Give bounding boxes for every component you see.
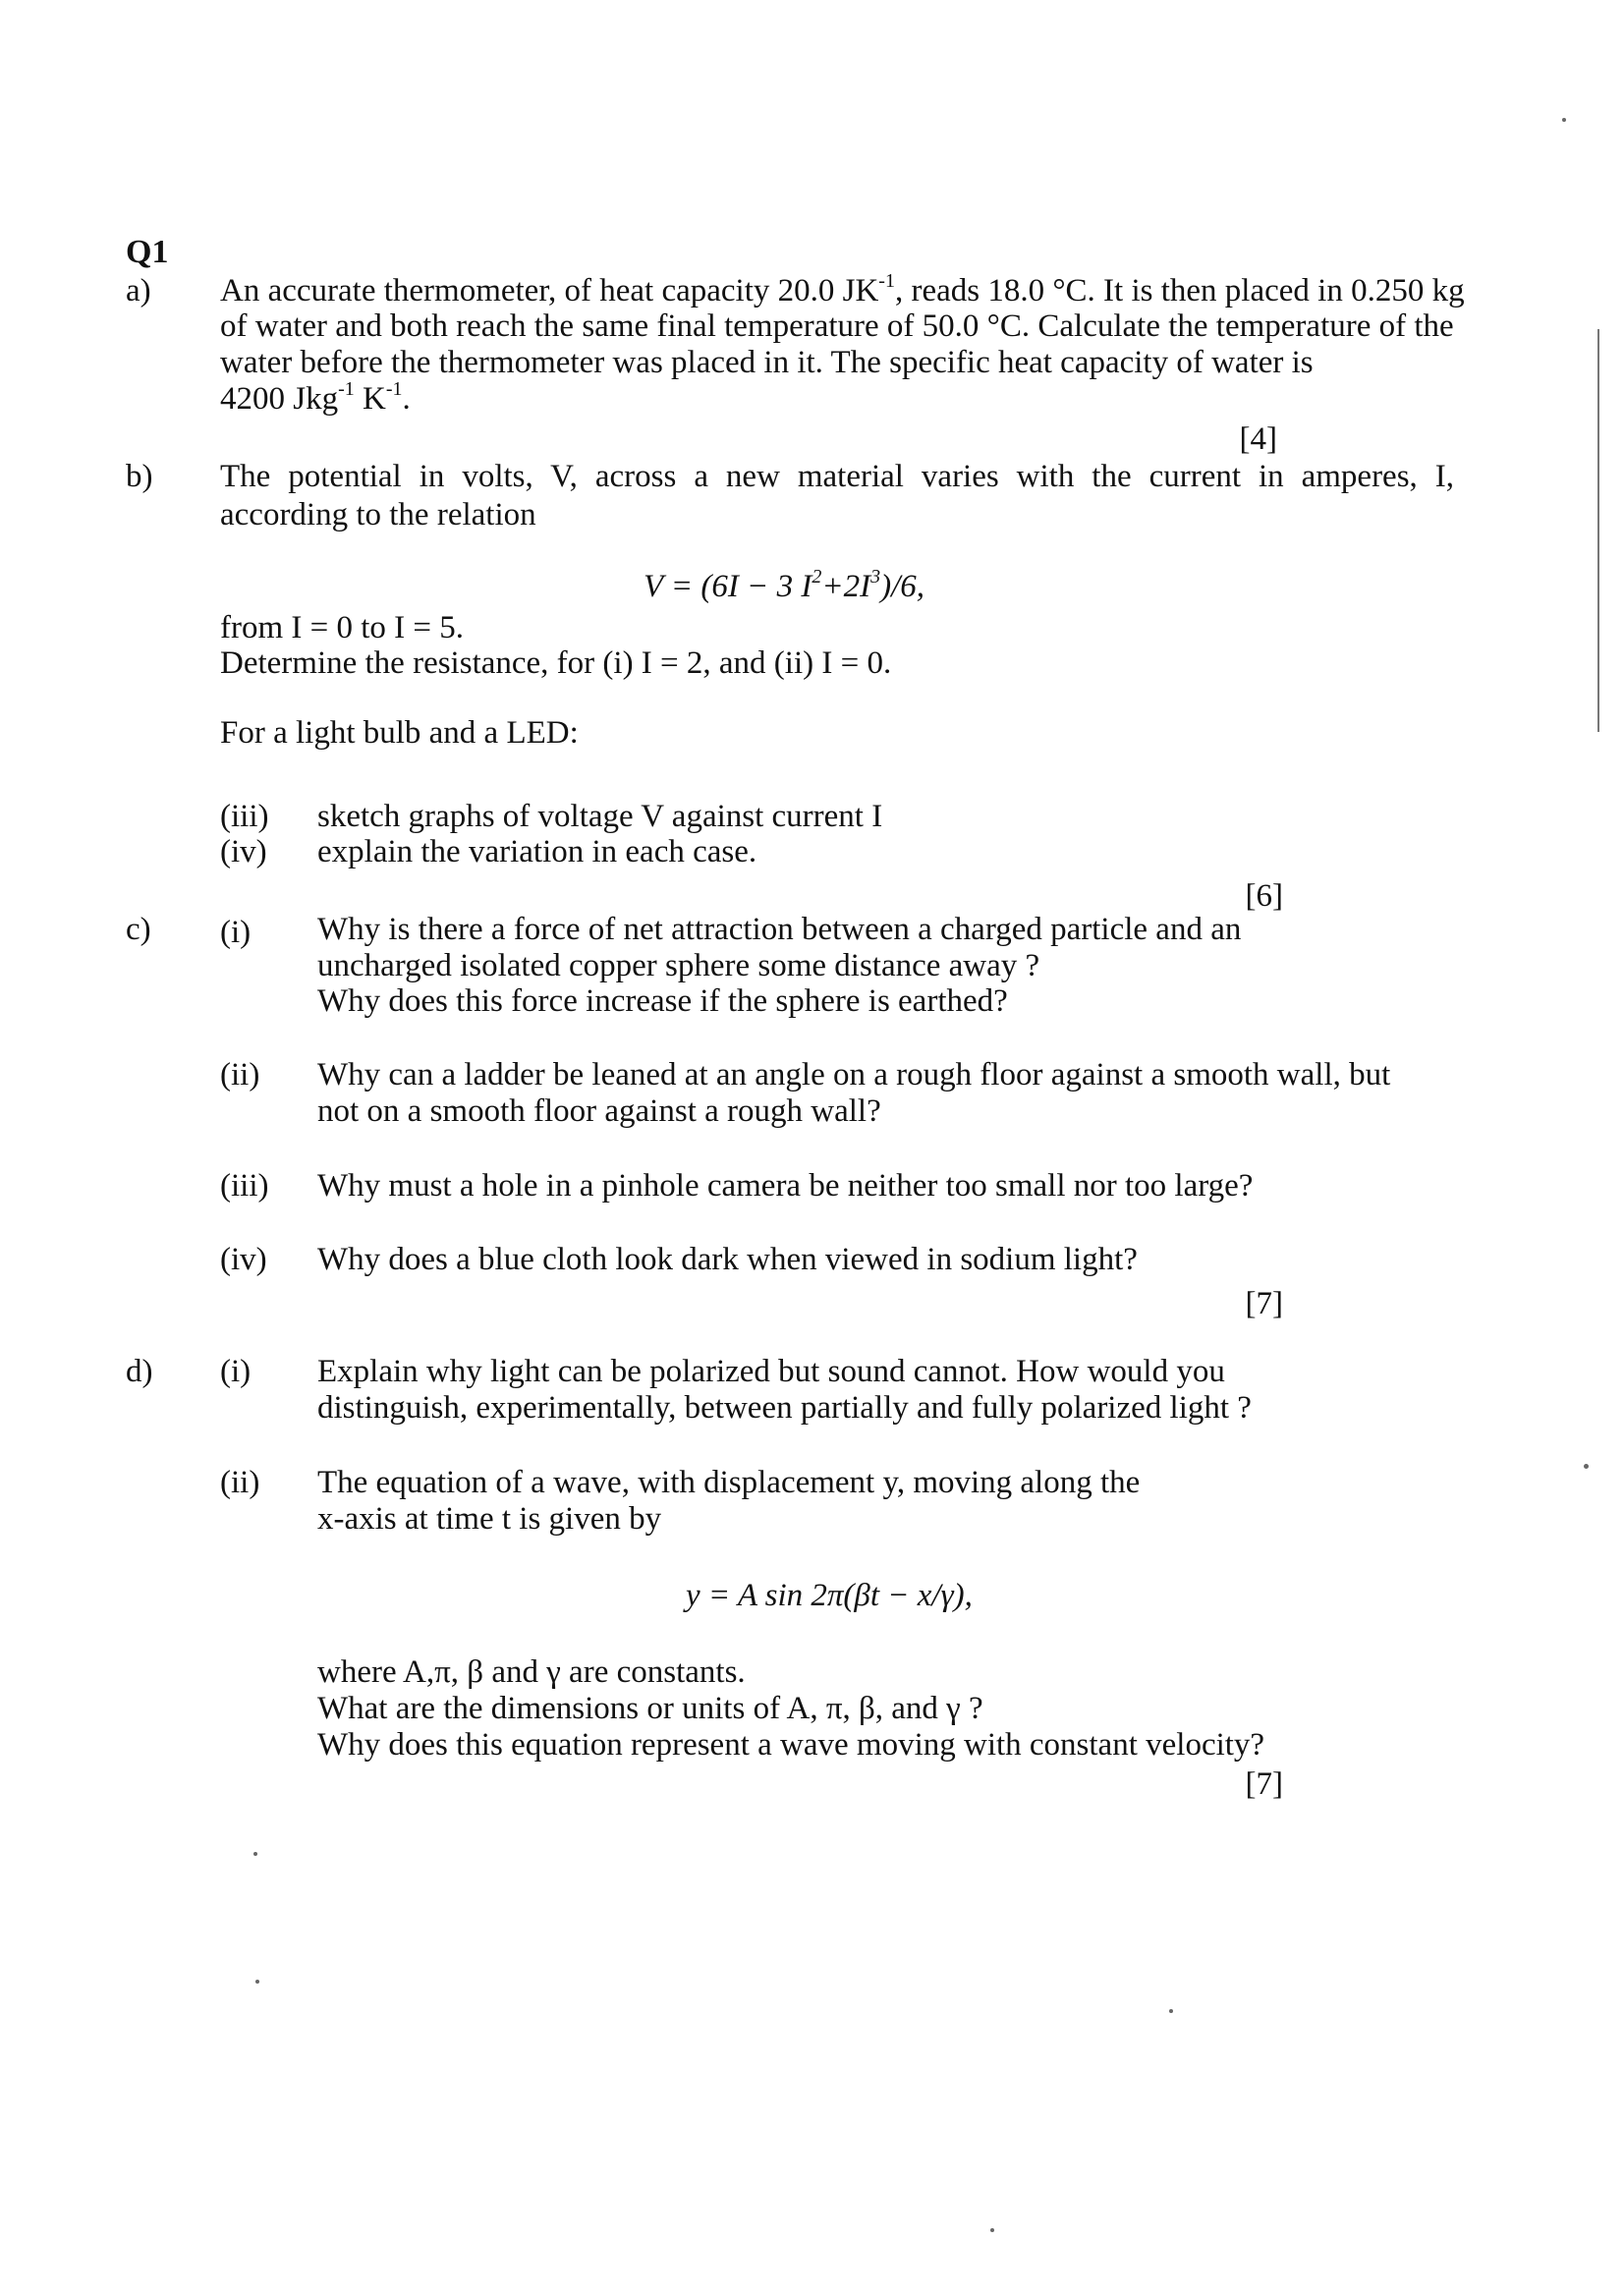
part-c-ii-line-2: not on a smooth floor against a rough wall?	[317, 1093, 881, 1129]
part-c-ii-number: (ii)	[220, 1057, 260, 1092]
part-d-dimensions: What are the dimensions or units of A, π, β, and γ ?	[317, 1691, 983, 1726]
part-a-line-4: 4200 Jkg$^{-1}$ $K^{-1}$.	[220, 378, 411, 417]
scan-speck	[253, 1852, 257, 1856]
question-number: Q1	[126, 234, 169, 270]
part-d-label: d)	[126, 1354, 153, 1389]
scan-speck	[990, 2228, 994, 2232]
part-a-label: a)	[126, 273, 151, 308]
part-b-iv-number: (iv)	[220, 834, 267, 869]
part-c-i-number: (i)	[220, 915, 252, 950]
part-b-iii-number: (iii)	[220, 799, 269, 834]
part-d-where: where A,π, β and γ are constants.	[317, 1654, 746, 1690]
part-b-label: b)	[126, 459, 153, 494]
part-b-line-2: according to the relation	[220, 497, 536, 532]
part-d-i-number: (i)	[220, 1354, 252, 1389]
scan-speck	[1169, 2009, 1173, 2013]
part-a-line-1: An accurate thermometer, of heat capacity 20.0 $JK^{-1}$, reads 18.0 °C. It is then placed in 0.250 kg	[220, 270, 1465, 308]
scan-speck	[255, 1980, 259, 1984]
part-b-determine: Determine the resistance, for (i) I = 2, and (ii) I = 0.	[220, 645, 892, 681]
scan-edge-line	[1597, 329, 1599, 732]
part-c-marks: [7]	[1245, 1286, 1283, 1321]
part-c-ii-line-1: Why can a ladder be leaned at an angle on a rough floor against a smooth wall, but	[317, 1057, 1391, 1092]
part-d-marks: [7]	[1245, 1766, 1283, 1802]
part-b-iv-text: explain the variation in each case.	[317, 834, 757, 869]
part-b-marks: [6]	[1245, 878, 1283, 914]
part-d-why: Why does this equation represent a wave moving with constant velocity?	[317, 1727, 1265, 1763]
part-d-wave-equation: y = A sin 2π(βt − x/γ),	[686, 1578, 973, 1613]
part-b-equation: V = (6I − 3 $I^2+2I^3)/6$,	[644, 566, 925, 604]
part-b-iii-text: sketch graphs of voltage V against current I	[317, 799, 883, 834]
part-c-i-line-2: uncharged isolated copper sphere some distance away ?	[317, 948, 1040, 983]
part-d-ii-number: (ii)	[220, 1465, 260, 1500]
part-a-marks: [4]	[1239, 421, 1277, 457]
part-b-bulb-intro: For a light bulb and a LED:	[220, 715, 579, 751]
part-c-label: c)	[126, 912, 151, 947]
part-d-i-line-2: distinguish, experimentally, between partially and fully polarized light ?	[317, 1390, 1252, 1426]
part-b-range: from I = 0 to I = 5.	[220, 610, 465, 645]
part-c-iv-number: (iv)	[220, 1242, 267, 1277]
part-c-iii-number: (iii)	[220, 1168, 269, 1204]
part-d-ii-line-1: The equation of a wave, with displacement y, moving along the	[317, 1465, 1141, 1500]
part-c-iv-line: Why does a blue cloth look dark when viewed in sodium light?	[317, 1242, 1138, 1277]
scan-speck	[1584, 1464, 1589, 1469]
scan-speck	[1562, 118, 1566, 122]
part-a-line-2: of water and both reach the same final temperature of 50.0 °C. Calculate the temperature of the	[220, 308, 1454, 344]
part-b-line-1: The potential in volts, V, across a new material varies with the current in amperes, I,	[220, 459, 1454, 494]
part-a-line-3: water before the thermometer was placed in it. The specific heat capacity of water is	[220, 345, 1314, 380]
part-c-iii-line: Why must a hole in a pinhole camera be neither too small nor too large?	[317, 1168, 1254, 1204]
part-d-ii-line-2: x-axis at time t is given by	[317, 1501, 662, 1537]
part-c-i-line-1: Why is there a force of net attraction between a charged particle and an	[317, 912, 1242, 947]
part-c-i-line-3: Why does this force increase if the sphere is earthed?	[317, 983, 1008, 1019]
part-d-i-line-1: Explain why light can be polarized but sound cannot. How would you	[317, 1354, 1225, 1389]
